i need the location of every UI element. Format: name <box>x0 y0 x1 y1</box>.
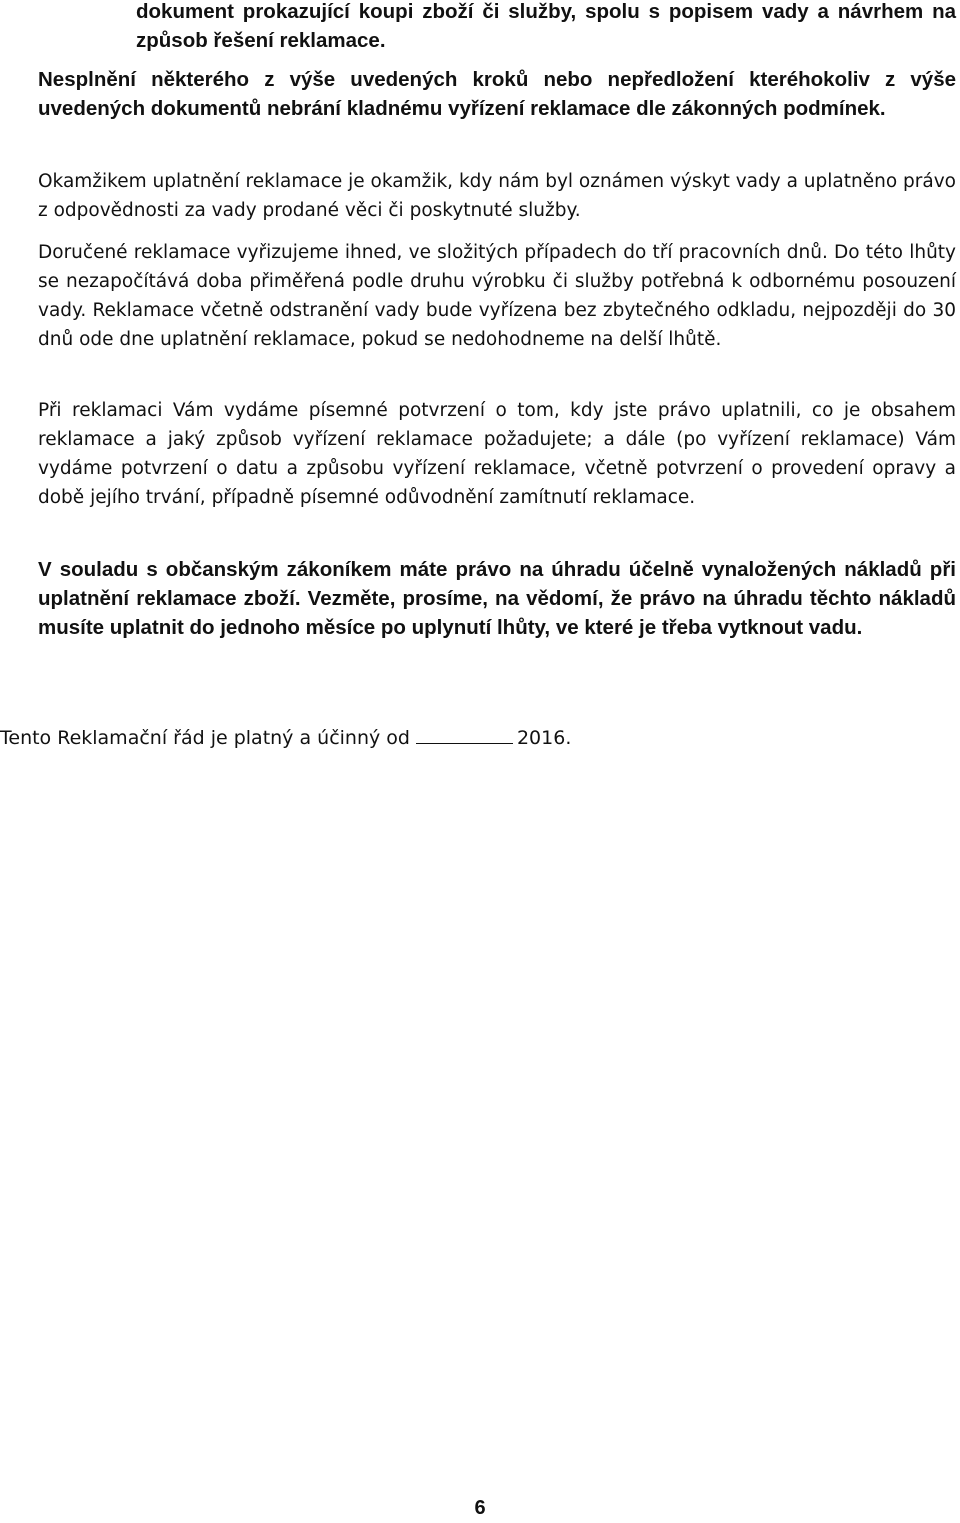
validity-year: 2016. <box>516 727 572 749</box>
date-blank-line <box>416 725 513 744</box>
validity-prefix: Tento Reklamační řád je platný a účinný od <box>0 727 410 749</box>
paragraph-document-proof: dokument prokazující koupi zboží či služby, spolu s popisem vady a návrhem na způsob řešení reklamace. <box>136 0 956 52</box>
paragraph-claim-moment: Okamžikem uplatnění reklamace je okamžik, kdy nám byl oznámen výskyt vady a uplatněno právo z odpovědnosti za vady prodané věci či poskytnuté služby. <box>38 171 956 221</box>
page-number: 6 <box>474 1497 486 1519</box>
paragraph-non-compliance: Nesplnění některého z výše uvedených kroků nebo nepředložení kteréhokoliv z výše uvedených dokumentů nebrání kladnému vyřízení reklamace dle zákonných podmínek. <box>38 68 956 120</box>
paragraph-written-confirmation: Při reklamaci Vám vydáme písemné potvrzení o tom, kdy jste právo uplatnili, co je obsahem reklamace a jaký způsob vyřízení reklamace požadujete; a dále (po vyřízení reklamace) Vám vydáme potvrzení o datu a způsobu vyřízení reklamace, včetně potvrzení o provedení opravy a době jejího trvání, případně písemné odůvodnění zamítnutí reklamace. <box>38 400 956 508</box>
paragraph-claim-handling: Doručené reklamace vyřizujeme ihned, ve složitých případech do tří pracovních dnů. Do této lhůty se nezapočítává doba přiměřená podle druhu výrobku či služby potřebná k odbornému posouzení vady. Reklamace včetně odstranění vady bude vyřízena bez zbytečného odkladu, nejpozději do 30 dnů ode dne uplatnění reklamace, pokud se nedohodneme na delší lhůtě. <box>38 242 956 350</box>
paragraph-cost-reimbursement: V souladu s občanským zákoníkem máte právo na úhradu účelně vynaložených nákladů při uplatnění reklamace zboží. Vezměte, prosíme, na vědomí, že právo na úhradu těchto nákladů musíte uplatnit do jednoho měsíce po uplynutí lhůty, ve které je třeba vytknout vadu. <box>38 558 956 639</box>
validity-statement <box>0 724 700 753</box>
